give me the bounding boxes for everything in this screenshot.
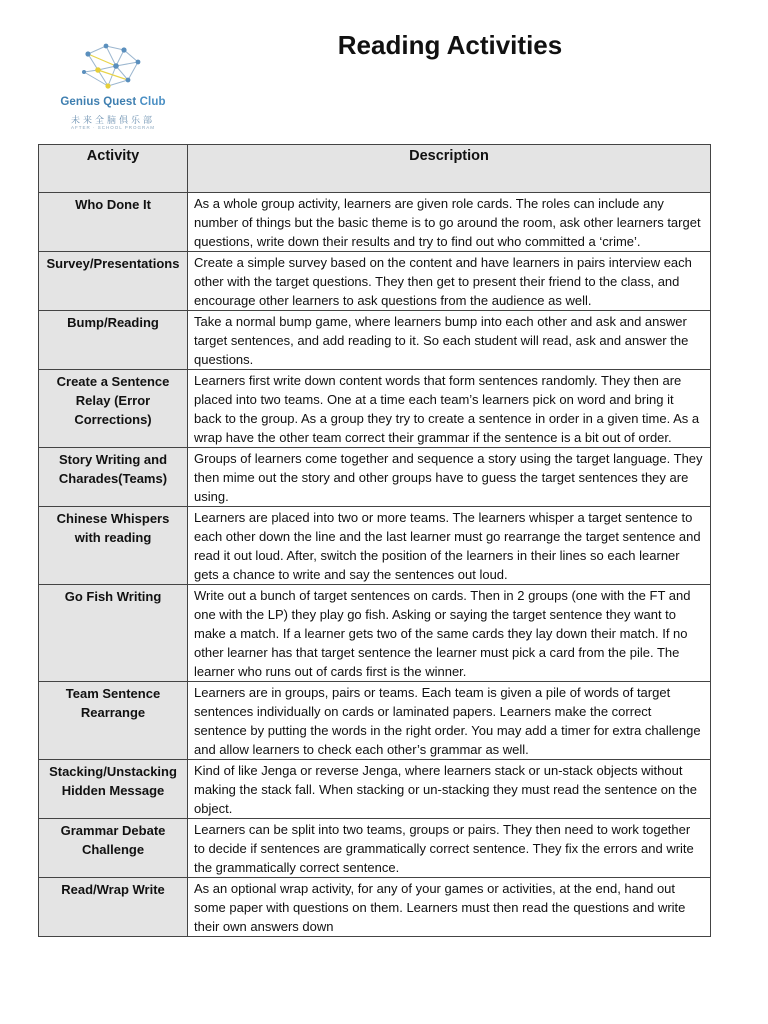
activity-description-cell: Take a normal bump game, where learners bump into each other and ask and answer target sentences, and add reading to it. So each student will read, ask and answer the questions. [188,311,711,370]
activity-description-cell: Kind of like Jenga or reverse Jenga, where learners stack or un-stack objects without making the stack fall. When stacking or un-stacking they must read the sentence on the object. [188,760,711,819]
table-row [39,819,711,878]
network-globe-icon [78,40,148,96]
table-row [39,507,711,585]
table-row [39,193,711,252]
activity-name-cell: Go Fish Writing [39,585,188,682]
activity-description-cell: Create a simple survey based on the content and have learners in pairs interview each other with the target questions. They then get to present their friend to the class, and encourage other learners to ask questions from the audience as well. [188,252,711,311]
activity-name-cell: Grammar Debate Challenge [39,819,188,878]
activity-description-cell: Learners are placed into two or more teams. The learners whisper a target sentence to each other down the line and the last learner must go rearrange the target sentence and read it out loud. After, switch the position of the learners in their lines so each learner gets a chance to write and say the sentences out loud. [188,507,711,585]
table-header-row [39,145,711,193]
brand-logo [58,40,168,135]
activity-name-cell: Stacking/Unstacking Hidden Message [39,760,188,819]
brand-chinese-name: 未来全脑俱乐部 [70,115,155,125]
brand-name: Genius Quest Club [60,96,166,108]
table-row [39,682,711,760]
activity-description-cell: As a whole group activity, learners are given role cards. The roles can include any number of things but the basic theme is to go around the room, ask other learners target questions, write down their results and try to find out who committed a ‘crime’. [188,193,711,252]
activity-description-cell: Write out a bunch of target sentences on cards. Then in 2 groups (one with the FT and one with the LP) they play go fish. Asking or saying the target sentence they want to make a match. If a learner gets two of the same cards they lay down their match. If no other learner has that target sentence the learner must pick a card from the pile. The learner who runs out of cards first is the winner. [188,585,711,682]
table-row [39,585,711,682]
table-row [39,370,711,448]
brand-tagline: AFTER · SCHOOL PROGRAM [70,125,156,130]
activity-name-cell: Create a Sentence Relay (Error Corrections) [39,370,188,448]
table-row [39,878,711,937]
activity-description-cell: Learners are in groups, pairs or teams. Each team is given a pile of words of target sentences individually on cards or laminated papers. Learners make the correct sentence by putting the words in the right order. You may add a timer for extra challenge and allow learners to check each other’s grammar as well. [188,682,711,760]
column-header-activity: Activity [39,145,188,193]
activity-name-cell: Chinese Whispers with reading [39,507,188,585]
activity-description-cell: Learners first write down content words that form sentences randomly. They then are placed into two teams. One at a time each team’s learners pick on word and bring it back to the group. As a group they try to create a sentence in order in a given time. As a wrap have the other team correct their grammar if the sentence is a bit out of order. [188,370,711,448]
activity-name-cell: Bump/Reading [39,311,188,370]
activity-description-cell: Groups of learners come together and sequence a story using the target language. They then mime out the story and other groups have to guess the target sentences they are using. [188,448,711,507]
table-row [39,760,711,819]
activity-description-cell: As an optional wrap activity, for any of your games or activities, at the end, hand out some paper with questions on them. Learners must then read the questions and write their own answers down [188,878,711,937]
table-row [39,448,711,507]
table-row [39,252,711,311]
activity-name-cell: Story Writing and Charades(Teams) [39,448,188,507]
table-row [39,311,711,370]
page-title: Reading Activities [337,30,563,60]
column-header-description: Description [188,145,711,193]
activity-name-cell: Who Done It [39,193,188,252]
activity-name-cell: Team Sentence Rearrange [39,682,188,760]
activity-name-cell: Read/Wrap Write [39,878,188,937]
activities-table [38,144,711,937]
activity-description-cell: Learners can be split into two teams, groups or pairs. They then need to work together to decide if sentences are grammatically correct sentence. They fix the errors and write the grammatically correct sentence. [188,819,711,878]
activity-name-cell: Survey/Presentations [39,252,188,311]
